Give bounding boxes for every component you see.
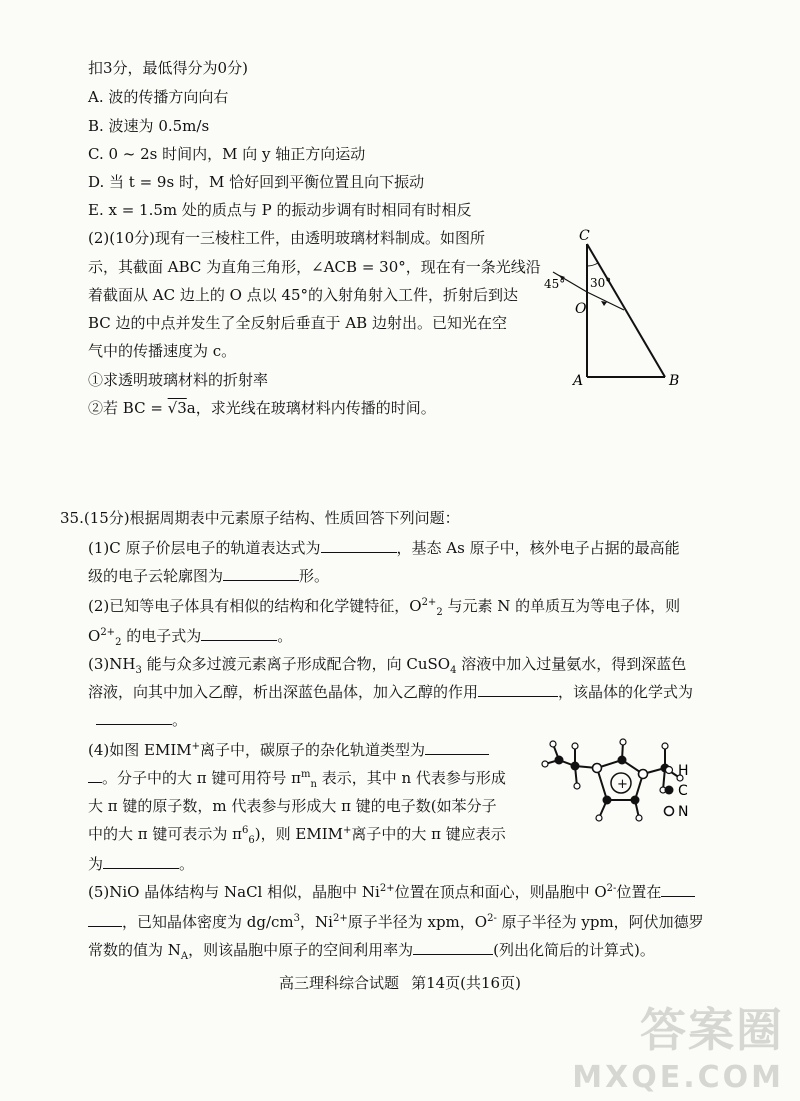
chem-p3-line2: 溶液，向其中加入乙醇，析出深蓝色晶体，加入乙醇的作用 ，该晶体的化学式为 (88, 683, 694, 701)
answer-blank[interactable] (223, 566, 299, 581)
svg-text:+: + (617, 777, 628, 792)
footer-title: 高三理科综合试题 (279, 974, 400, 992)
answer-blank[interactable] (201, 626, 277, 641)
answer-blank[interactable] (413, 940, 493, 955)
option-b: B. 波速为 0.5m/s (88, 117, 210, 135)
label-45: 45° (544, 277, 566, 291)
nitrogen-atom-icon (665, 807, 674, 816)
chem-p5-line1: (5)NiO 晶体结构与 NaCl 相似，晶胞中 $Ni^{2+}$位置在顶点和面心，则晶胞中 $O^{2-}$位置在 (88, 882, 695, 902)
label-a: A (573, 373, 584, 389)
footer-page-number: 第14页(共16页) (411, 974, 521, 992)
chem-p2-line1: (2)已知等电子体具有相似的结构和化学键特征，$O^{2+}_2$ 与元素 N 的单质互为等电子体，则 (88, 597, 681, 618)
carbon-atom-icon (665, 786, 674, 795)
sub-question-2: ②若 BC = √3a，求光线在玻璃材料内传播的时间。 (88, 399, 436, 417)
chem-p4-line4: 中的大 π 键可表示为 $\pi^6_6$)，则 EMIM+离子中的大 π 键应表示 (88, 825, 506, 846)
label-o: O (575, 301, 587, 317)
chem-p4-line1: (4)如图 EMIM+离子中，碳原子的杂化轨道类型为 (88, 740, 489, 760)
molecule-legend (662, 760, 712, 822)
chem-p4-line2: 。分子中的大 π 键可用符号 $\pi^m_n$ 表示，其中 n 代表参与形成 (88, 768, 506, 788)
hydrogen-atom-icon (666, 767, 673, 774)
answer-blank[interactable] (425, 740, 489, 755)
chem-p2-line2: $O^{2+}_2$ 的电子式为 。 (88, 627, 293, 648)
q2-line-5: 气中的传播速度为 c。 (88, 342, 237, 360)
answer-blank[interactable] (478, 682, 558, 697)
refracted-ray (587, 292, 624, 310)
option-a: A. 波的传播方向向右 (88, 88, 229, 106)
page-footer (0, 972, 800, 993)
answer-blank[interactable] (103, 854, 179, 869)
answer-blank[interactable] (88, 912, 122, 927)
sub-question-1: ①求透明玻璃材料的折射率 (88, 371, 269, 389)
question-35-header: 35.(15分)根据周期表中元素原子结构、性质回答下列问题： (60, 509, 460, 527)
chem-p5-line3: 常数的值为 $N_A$，则该晶胞中原子的空间利用率为 (列出化简后的计算式)。 (88, 941, 655, 962)
legend-h: H (678, 763, 689, 779)
answer-blank[interactable] (661, 882, 695, 897)
edge-bc (587, 244, 665, 377)
q2-line-2: 示，其截面 ABC 为直角三角形，∠ACB = 30°，现在有一条光线沿 (88, 258, 541, 276)
chem-p4-line5: 为 。 (88, 855, 195, 873)
triangle-figure (535, 222, 685, 392)
legend-c: C (678, 783, 688, 799)
answer-blank[interactable] (321, 538, 397, 553)
continuation-text: 扣3分，最低得分为0分) (88, 59, 248, 77)
option-c: C. 0 ~ 2s 时间内，M 向 y 轴正方向运动 (88, 145, 366, 163)
legend-n: N (678, 804, 689, 820)
q2-line-4: BC 边的中点并发生了全反射后垂直于 AB 边射出。已知光在空 (88, 314, 507, 332)
label-30: 30° (590, 276, 612, 290)
label-b: B (669, 373, 680, 389)
q2-line-1: (2)(10分)现有一三棱柱工件，由透明玻璃材料制成。如图所 (88, 229, 486, 247)
option-d: D. 当 t = 9s 时，M 恰好回到平衡位置且向下振动 (88, 173, 425, 191)
angle-arc-icon (587, 263, 598, 266)
chem-p1-line2: 级的电子云轮廓图为 形。 (88, 567, 330, 585)
chem-p3-line1: $(3)NH_3$ 能与众多过渡元素离子形成配合物，向 CuSO$_4$ 溶液中加入过量氨水，得到深蓝色 (88, 655, 687, 676)
label-c: C (579, 228, 590, 244)
answer-blank[interactable] (96, 710, 172, 725)
chem-p1-line1: (1)C 原子价层电子的轨道表达式为 ，基态 As 原子中，核外电子占据的最高能 (88, 539, 680, 557)
watermark-logo: 答案圈 MXQE.COM (572, 1003, 784, 1095)
option-e: E. x = 1.5m 处的质点与 P 的振动步调有时相同有时相反 (88, 201, 472, 219)
answer-blank[interactable] (88, 768, 102, 783)
chem-p3-line3: 。 (96, 710, 187, 730)
q2-line-3: 着截面从 AC 边上的 O 点以 45°的入射角射入工件，折射后到达 (88, 286, 519, 304)
chem-p5-line2: ，已知晶体密度为 $dg/cm^3$，$Ni^{2+}$原子半径为 xpm，$O^{2-}$ 原子半径为 ypm，阿伏加德罗 (88, 912, 704, 932)
chem-p4-line3: 大 π 键的原子数，m 代表参与形成大 π 键的电子数(如苯分子 (88, 797, 497, 815)
